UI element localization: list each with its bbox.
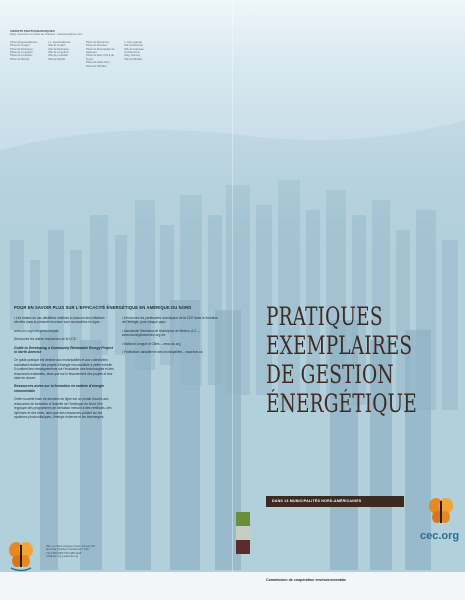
credit-line: Ville de Mérida bbox=[48, 57, 66, 61]
cec-butterfly-logo-small bbox=[8, 540, 34, 572]
cec-logo-text[interactable]: cec.org bbox=[420, 530, 460, 542]
partner-canada: • Fédération canadienne des municipalités – www.fcm.ca bbox=[122, 350, 222, 354]
credit-line: Photo de Burlington : bbox=[10, 47, 35, 51]
credit-line: Greg Twomey bbox=[124, 54, 141, 58]
partner-usa: • National League of Cities – www.nlc.org bbox=[122, 342, 222, 346]
credit-line: Photo de Whistler : bbox=[86, 64, 108, 68]
cec-butterfly-logo bbox=[428, 496, 454, 528]
credit-line: J. Luis Lagunas bbox=[124, 40, 143, 44]
credit-line: Ville de Burlington bbox=[48, 47, 69, 51]
training-description: Cette nouvelle base de données en ligne est un portail d'accès aux ressources de formation à l'échelle de l'Amérique du Nord. Elle regroupe des programmes de formation menant à des certificats, des diplômes et des titres, ainsi que des ressources portant sur les systèmes photovoltaïques, l'énergie éolienne et les bioénergies. bbox=[14, 397, 112, 419]
credits-columns bbox=[10, 41, 170, 68]
back-right-column bbox=[122, 316, 222, 423]
credit-line: Ville de Louisville bbox=[48, 54, 68, 58]
back-cover-text bbox=[14, 305, 224, 423]
credits-intro: Page couverture et photos de l'intérieur : www.istockphoto.com bbox=[10, 33, 83, 37]
title-line: DE GESTION bbox=[266, 360, 394, 389]
color-swatch-grey bbox=[236, 526, 250, 540]
back-columns bbox=[14, 316, 224, 423]
contact-line: 393, rue Saint-Jacques Ouest, bureau 200 bbox=[46, 545, 95, 548]
contact-line: info@cec.org | www.cec.org bbox=[46, 555, 79, 559]
credit-line: Photo de Mérida : bbox=[10, 57, 31, 61]
credit-line: Ville de Guelph bbox=[48, 44, 66, 48]
credit-line: Cynthia Gunn bbox=[124, 51, 140, 55]
guide-description: Ce guide pratique est destiné aux municipalités et aux collectivités souhaitant réaliser des projets d'énergie renouvelable à petite échelle. Il contient des renseignements sur l'évaluation des technologies et des ressources existantes, ainsi que sur le financement des projets et leur mise en œuvre. bbox=[14, 358, 114, 381]
case-studies-link[interactable]: www.cec.org/energiemunicipale bbox=[14, 328, 59, 333]
credit-line: Photo de Saint-John : bbox=[86, 61, 111, 65]
credit-line: Photo d'Aguascalientes : bbox=[10, 40, 39, 44]
case-studies-text: • Les études de cas détaillées relatives à chacune des initiatives décrites dans la présente brochure sont accessibles en ligne : bbox=[14, 316, 114, 325]
credit-line: Photo de Municipalité de Gatineau : bbox=[86, 47, 115, 55]
contact-address bbox=[46, 545, 136, 559]
contact-line: t 514.350.4300 f 514.350.4314 bbox=[46, 551, 82, 555]
photo-credits bbox=[10, 30, 170, 68]
credit-line: Photo de Longueuil : bbox=[10, 51, 34, 55]
credits-column bbox=[124, 41, 158, 68]
guide-title: Guide to Developing a Community Renewable Energy Project in North America bbox=[14, 345, 113, 355]
title-line: PRATIQUES bbox=[266, 302, 383, 331]
credit-line: Photo de Louisville : bbox=[10, 54, 34, 58]
back-heading: POUR EN SAVOIR PLUS SUR L'EFFICACITÉ ÉNERGÉTIQUE EN AMÉRIQUE DU NORD bbox=[14, 305, 192, 310]
credit-line: Ville de Whistler bbox=[124, 57, 143, 61]
partner-mexico: • Asociación Mexicana de Municipios de México, A.C. – www.municipiosmexico.org.mx bbox=[122, 329, 222, 338]
credit-line: Photo de Monterrey : bbox=[86, 40, 111, 44]
credit-line: J.L. Aguascalientes bbox=[48, 40, 71, 44]
credit-line: Ville de Moncton bbox=[124, 44, 144, 48]
commission-name: Commission de coopération environnementale bbox=[266, 578, 347, 582]
contact-line: Montréal (Québec) Canada H2Y 1N9 bbox=[46, 548, 89, 552]
credits-column bbox=[48, 41, 82, 68]
credits-column bbox=[10, 41, 44, 68]
fold-line bbox=[232, 0, 233, 600]
front-cover-title bbox=[266, 302, 456, 418]
title-line: ÉNERGÉTIQUE bbox=[266, 389, 417, 418]
credit-line: Photo de Guelph : bbox=[10, 44, 31, 48]
credit-line: Ville de Longueuil bbox=[48, 51, 69, 55]
color-swatch-maroon bbox=[236, 540, 250, 554]
subtitle-bar: DANS 13 MUNICIPALITÉS NORD-AMÉRICAINES bbox=[266, 496, 404, 507]
back-left-column bbox=[14, 316, 114, 423]
credits-column bbox=[86, 41, 120, 68]
credit-line: Photo de Moncton : bbox=[86, 44, 109, 48]
color-swatch-green bbox=[236, 512, 250, 526]
partners-intro: • Découvrez les partenaires municipaux de la CCE dans le domaine de l'énergie, pour chaque pays : bbox=[122, 316, 222, 325]
bottom-band bbox=[0, 572, 465, 600]
credits-title: CRÉDITS PHOTOGRAPHIQUES bbox=[10, 29, 55, 33]
title-line: EXEMPLAIRES bbox=[266, 331, 413, 360]
credit-line: Photo de New York & du Texas : bbox=[86, 54, 115, 61]
resources-intro: Découvrez les autres ressources de la CCE : bbox=[14, 337, 78, 342]
credit-line: Ville de Gatineau bbox=[124, 47, 144, 51]
training-title: Ressources axées sur la formation en matière d'énergie renouvelable bbox=[14, 384, 104, 393]
